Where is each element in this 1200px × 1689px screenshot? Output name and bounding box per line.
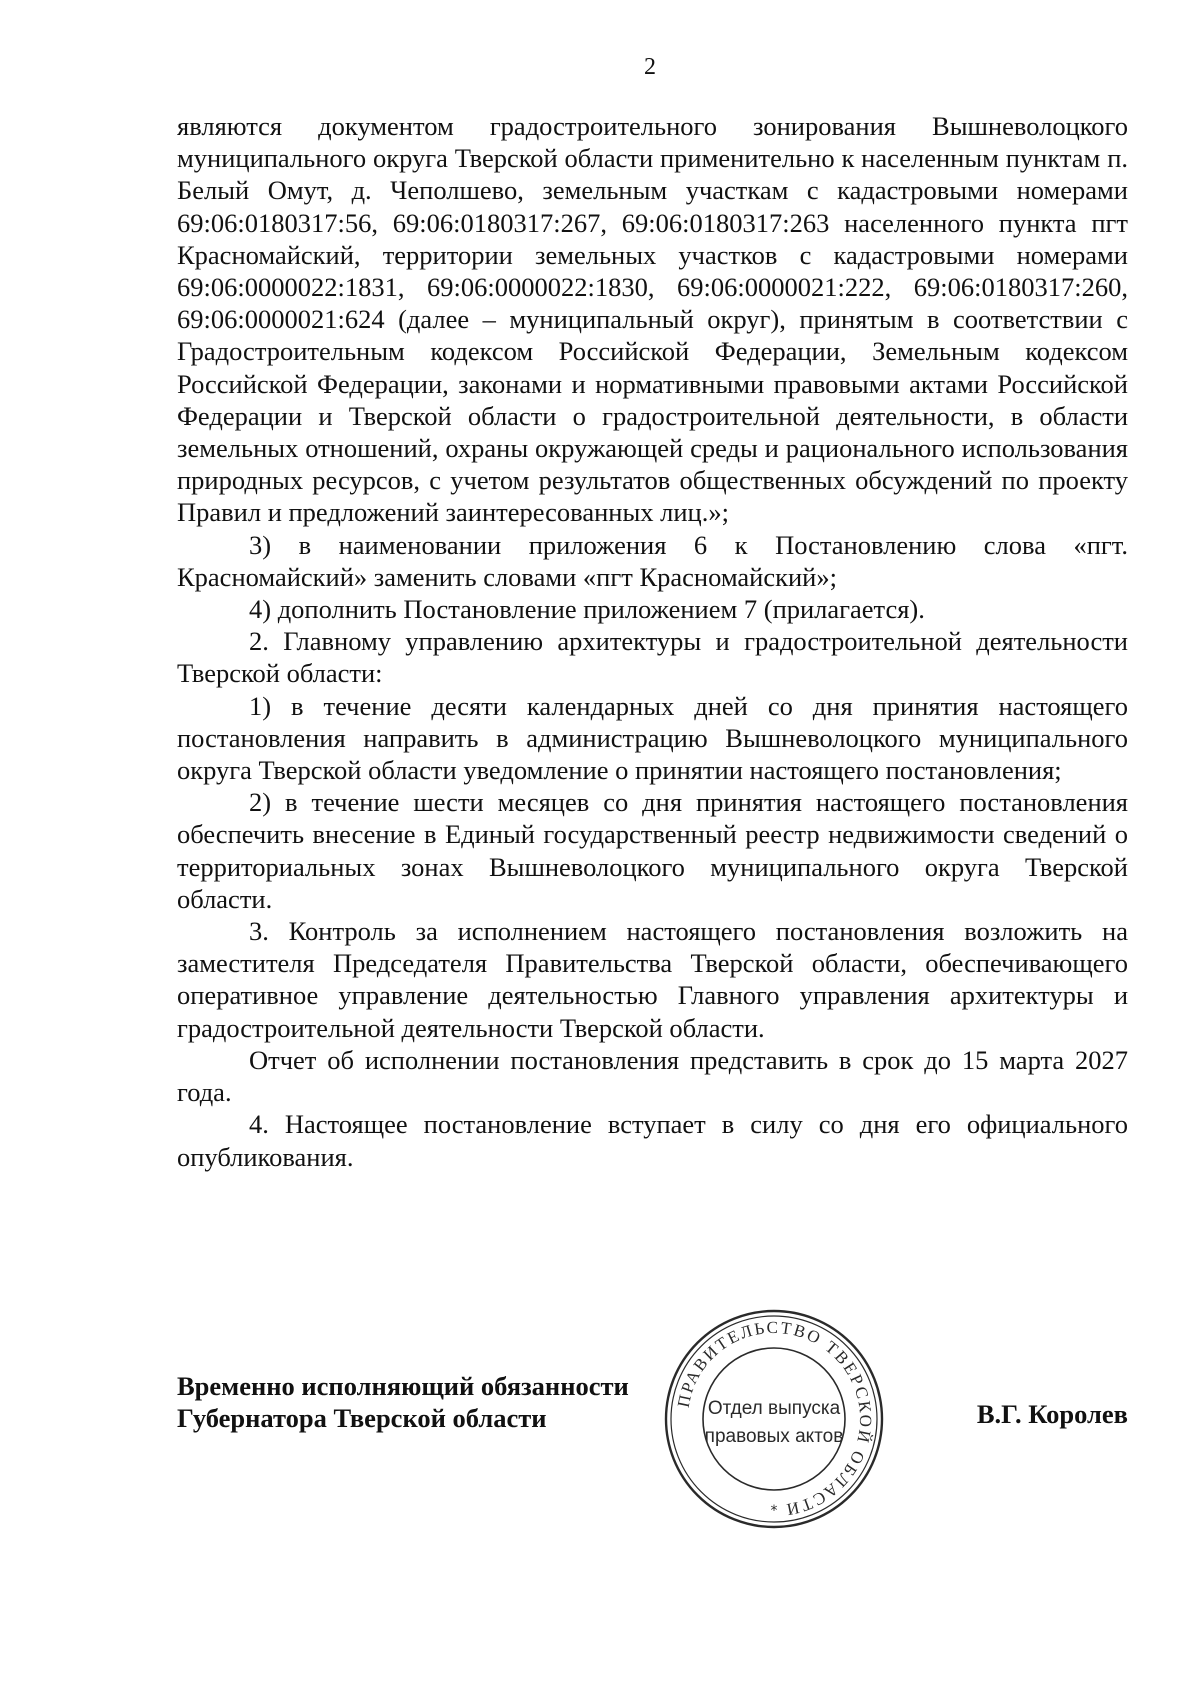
signatory-position [177,1370,629,1434]
paragraph-report: Отчет об исполнении постановления представить в срок до 15 марта 2027 года. [177,1044,1128,1108]
paragraph-section-2-item-2: 2) в течение шести месяцев со дня принятия настоящего постановления обеспечить внесение в Единый государственный реестр недвижимости сведений о территориальных зонах Вышневолоцкого муниципального округа Тверской области. [177,787,1128,914]
stamp-seal [663,1308,885,1530]
paragraph-item-4: 4) дополнить Постановление приложением 7 (прилагается). [249,594,925,625]
stamp-inner-ring [703,1348,845,1490]
official-stamp [663,1308,885,1530]
paragraph-section-2-item-1: 1) в течение десяти календарных дней со дня принятия настоящего постановления направить в администрацию Вышневолоцкого муниципального округа Тверской области уведомление о принятии настоящего постановления; [177,690,1128,786]
signatory-name: В.Г. Королев [976,1399,1128,1429]
stamp-outer-ring-inner [671,1316,877,1522]
stamp-inner-line-2: правовых актов [704,1426,844,1447]
paragraph-section-2: 2. Главному управлению архитектуры и градостроительной деятельности Тверской области: [177,626,1128,689]
stamp-outer-text: ПРАВИТЕЛЬСТВО ТВЕРСКОЙ ОБЛАСТИ [673,1317,876,1520]
signatory-position-line-1: Временно исполняющий обязанности [177,1371,629,1401]
paragraph-section-3: 3. Контроль за исполнением настоящего постановления возложить на заместителя Председателя Правительства Тверской области, обеспечивающего оперативное управление деятельностью Главного управления архитектуры и градостроительной деятельности Тверской области. [177,916,1128,1043]
document-body [177,110,1128,1173]
stamp-inner-line-1: Отдел выпуска [707,1398,841,1419]
paragraph-continuation: являются документом градостроительного зонирования Вышневолоцкого муниципального округа Тверской области применительно к населенным пунктам п. Белый Омут, д. Чеполшево, земельным участкам с кадастровыми номерами 69:06:0180317:56, 69:06:0180317:267, 69:06:0180317:263 населенного пункта пгт Красномайский, территории земельных участков с кадастровыми номерами 69:06:0000022:1831, 69:06:0000022:1830, 69:06:0000021:222, 69:06:0180317:260, 69:06:0000021:624 (далее – муниципальный округ), принятым в соответствии с Градостроительным кодексом Российской Федерации, Земельным кодексом Российской Федерации, законами и нормативными правовыми актами Российской Федерации и Тверской области о градостроительной деятельности, в области земельных отношений, охраны окружающей среды и рационального использования природных ресурсов, с учетом результатов общественных обсуждений по проекту Правил и предложений заинтересованных лиц.»; [177,111,1128,528]
signatory-position-line-2: Губернатора Тверской области [177,1403,547,1433]
paragraph-section-4: 4. Настоящее постановление вступает в силу со дня его официального опубликования. [177,1109,1128,1172]
stamp-outer-ring [666,1311,882,1527]
page-number: 2 [644,54,656,80]
stamp-star: * [770,1503,778,1519]
paragraph-item-3: 3) в наименовании приложения 6 к Постановлению слова «пгт. Красномайский» заменить словами «пгт Красномайский»; [177,529,1128,592]
